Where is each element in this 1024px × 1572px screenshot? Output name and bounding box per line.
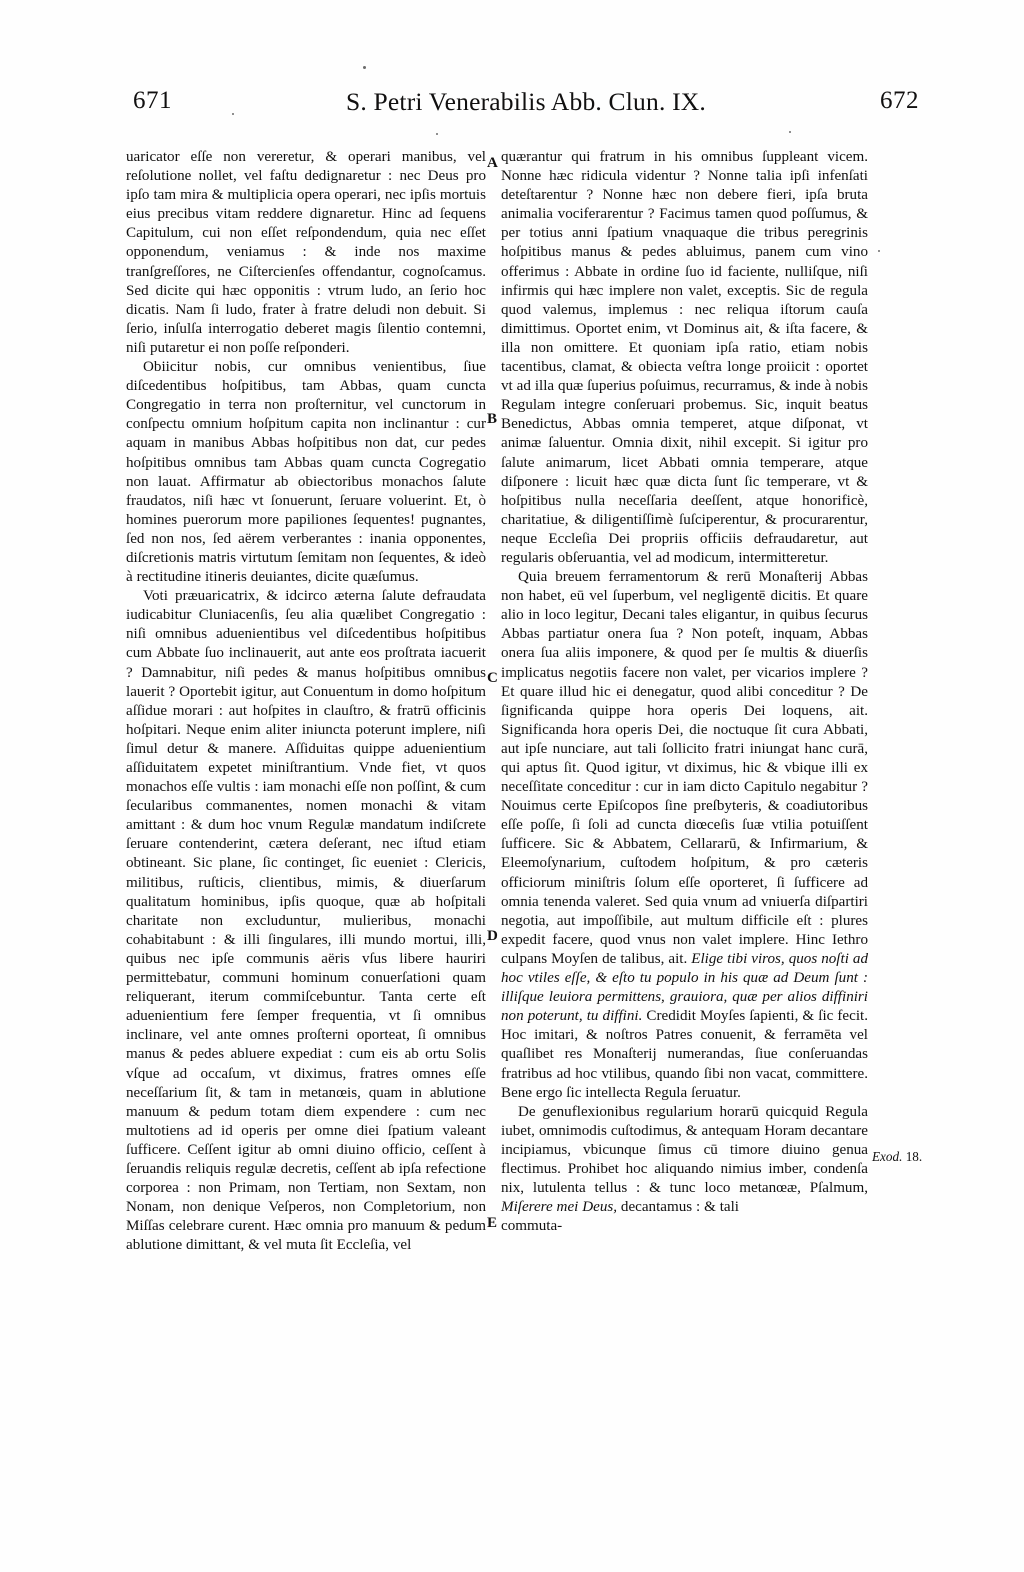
scan-speck bbox=[232, 113, 234, 115]
marginal-reference-book: Exod. bbox=[872, 1149, 903, 1164]
paragraph bbox=[501, 1103, 868, 1218]
running-head bbox=[125, 87, 919, 122]
scan-speck bbox=[363, 66, 366, 69]
scan-speck bbox=[789, 131, 791, 133]
page-title: S. Petri Venerabilis Abb. Clun. IX. bbox=[346, 87, 706, 116]
paragraph: Obiicitur nobis, cur omnibus venientibus, ſiue diſcedentibus hoſpitibus, tam Abbas, quam cuncta Congregatio in terra non proſternitur, vel cunctorum in conſpectu omnium hoſpitum capita non inclinantur : cur aquam in manibus Abbas hoſpitibus non dat, cur pedes hoſpitibus omnibus tam Abbas quam cuncta Cogregatio non lauat. Affirmatur ab obiectoribus monachos ſalute fraudatos, niſi hæc vt ſonuerunt, ſeruare voluerint. Et, ò homines puerorum more papiliones ſequentes! pugnantes, ſed non nos, ſed aërem verberantes : inania opponentes, diſcretionis matris virtutum ſemitam non ſequentes, & ideò à rectitudine itineris deuiantes, dicite quæſumus. bbox=[126, 359, 486, 586]
catchword: commuta- bbox=[501, 1218, 563, 1235]
scan-speck bbox=[878, 250, 880, 252]
psalm-incipit: Miſerere mei Deus, bbox=[501, 1199, 618, 1216]
paragraph-text: Quia breuem ferramentorum & rerū Monaſterij Abbas non habet, eū vel ſuperbum, vel negligentē dicitis. Et quare alio in loco legitur, Decani tales eligantur, in quibus ſecurus Abbas partiatur onera ſua ? Non poteſt, inquam, Abbas onera ſua aliis imponere, & quod per ſe multis & diuerſis implicatus negotiis facere non valet, per vicarios implere ? Et quare illud hic ei denegatur, quod alibi conceditur ? De ſignificanda quippe hora operis Dei loquens, ait. Significanda hora operis Dei, die noctuque ſit cura Abbati, aut ipſe nunciare, aut tali ſollicito fratri iniungat hanc curā, qui aptus ſit. Quod igitur, vt diximus, hic & vbique illi ex neceſſitate conceditur : cur in iam dicto Capitulo negabitur ? Nouimus certe Epiſcopos ſine preſbyteris, & coadiutoribus eſſe poſſe, ſi ſoli ad cuncta diœceſis ſuæ vtilia potuiſſent ſufficere. Sic & Abbatem, Cellararū, & Infirmarium, & Eleemoſynarium, cuſtodem hoſpitum, & pro cæteris officiorum miniſtris ſolum eſſe oporteret, ſi ſufficere ad omnia tenenda valeret. Sed quia vnum ad vniuerſa diſpartiri negotia, aut impoſſibile, aut multum difficile eſt : plures expedit facere, quod vnus non valet implere. Hinc Iethro culpans Moyſen de talibus, ait. bbox=[501, 569, 868, 967]
folio-number-right: 672 bbox=[880, 87, 919, 114]
left-text-column bbox=[126, 148, 486, 1255]
folio-number-left: 671 bbox=[133, 87, 172, 114]
section-marker-c: C bbox=[487, 670, 498, 686]
marginal-reference-chapter: 18. bbox=[905, 1149, 923, 1164]
paragraph-text: decantamus : & tali bbox=[617, 1199, 739, 1216]
section-marker-d: D bbox=[487, 928, 498, 944]
section-marker-a: A bbox=[487, 155, 498, 171]
paragraph: quærantur qui fratrum in his omnibus ſuppleant vicem. Nonne hæc ridicula videntur ? Nonne talia ipſi infenſati deteſtarentur ? Nonne hæc non debere fieri, ipſa bruta animalia vociferarentur ? Facimus tamen quod poſſumus, & per totius anni ſpatium vnaquaque die tribus peregrinis hoſpitibus manus & pedes abluimus, panem cum vino offerimus : Abbate in ordine ſuo id faciente, nulliſque, niſi infirmis qui hæc implere non valet, exceptis. Sic de regula quod valemus, implemus : nec reliqua iſtorum cauſa dimittimus. Oportet enim, vt Dominus ait, & iſta facere, & illa non omittere. Et quoniam ipſa ratio, etiam nobis tacentibus, clamat, & obiecta veſtra longe proiicit : oportet vt ad illa quæ ſuperius poſuimus, recurramus, & inde à nobis Regulam integre conſeruari probemus. Sic, inquit beatus Benedictus, Abbas omnia temperet, atque diſponat, vt animæ ſaluentur. Omnia dixit, nihil excepit. Si igitur pro ſalute animarum, licet Abbati omnia temperare, atque diſponere : licuit hæc quæ dicta ſunt ſic temperare, vt & hoſpitibus nulla neceſſaria deeſſent, atque honorificè, charitatiue, & diligentiſſimè ſuſciperentur, & procurarentur, neque Eccleſia Dei propriis officiis defraudaretur, aut regularis obſeruantia, vel ad modicum, intermitteretur. bbox=[501, 149, 868, 566]
scripture-quotation: Elige tibi viros, quos noſti ad hoc vtiles eſſe, & eſto tu populo in his quæ ad Deum ſunt : illiſque leuiora permittens, grauiora, quæ per alios diffiniri non poterunt, tu diffini. bbox=[501, 950, 868, 1025]
marginal-reference bbox=[872, 1150, 922, 1163]
right-text-column bbox=[501, 148, 868, 1236]
paragraph bbox=[501, 568, 868, 1103]
paragraph-text: Credidit Moyſes ſapienti, & ſic fecit. Hoc imitari, & noſtros Patres conuenit, & ferramēta vel quaſlibet res Monaſterij numerandas, ſiue conſeruandas fratribus ad hoc vtilibus, quando ſibi non vacat, committere. Bene ergo ſic intellecta Regula ſeruatur. bbox=[501, 1008, 868, 1101]
paragraph: Voti præuaricatrix, & idcirco æterna ſalute defraudata iudicabitur Cluniacenſis, ſeu alia quælibet Congregatio : niſi omnibus aduenientibus vel diſcedentibus hoſpitibus cum Abbate ſuo inclinauerit, aut ante eos proſtrata iacuerit ? Damnabitur, niſi pedes & manus hoſpitibus omnibus lauerit ? Oportebit igitur, aut Conuentum in domo hoſpitum aſſidue morari : aut hoſpites in clauſtro, & fratrū officinis hoſpitari. Neque enim aliter iniuncta poterunt implere, niſi ſimul detur & manere. Aſſiduitas quippe aduenientium aſſiduitatem expetet miniſtrantium. Vnde fiet, vt quos monachos eſſe vultis : iam monachi eſſe non poſſint, & cum ſecularibus commanentes, nomen monachi & vitam amittant : & dum hoc vnum Regulæ mandatum indiſcrete ſeruare contenderint, cætera deſerant, nec iſtud etiam obtineant. Sic plane, ſic continget, ſic eueniet : Clericis, militibus, ruſticis, clientibus, mimis, & diuerſarum qualitatum hominibus, ipſis quoque, quæ ab hoſpitali charitate non excluduntur, mulieribus, monachi cohabitabunt : & illi ſingulares, illi mundo mortui, illi, quibus nec ipſe communis aëris vſus libere hauriri permittebatur, communi hominum conuerſationi quam reliquerant, iterum commiſcebuntur. Tanta certe eſt aduenientium fere ſemper frequentia, vt ſi omnibus inclinare, vel ante omnes proſterni oporteat, ſi omnibus manus & pedes abluere expediat : cum eis ab ortu Solis vſque ad occaſum, vt diximus, fratres omnes eſſe neceſſarium ſit, & tam in metanœis, quam in ablutione manuum & pedum totam diem expendere : cum nec multotiens ad id operis per omne diei ſpatium valeant ſufficere. Ceſſent igitur ab omni diuino officio, ceſſent à ſeruandis reliquis regulæ decretis, ceſſent ab ipſa refectione corporea : non Primam, non Tertiam, non Sextam, non Nonam, non denique Veſperos, non Completorium, non Miſſas celebrare curent. Hæc omnia pro manuum & pedum ablutione dimittant, & vel muta ſit Eccleſia, vel bbox=[126, 588, 486, 1254]
section-marker-b: B bbox=[487, 411, 498, 427]
paragraph-text: De genuflexionibus regularium horarū quicquid Regula iubet, omnimodis cuſtodimus, & antequam Horam decantare incipiamus, vbicunque ſimus cū timore diuino genua flectimus. Prohibet hoc aliquando nimius imber, condenſa nix, lutulenta tellus : & tunc loco metanœæ, Pſalmum, bbox=[501, 1103, 868, 1197]
paragraph: uaricator eſſe non vereretur, & operari manibus, vel reſolutione nollet, vel faſtu dedignaretur : nec Deus pro ipſo tam mira & multiplicia opera operari, nec ipſis mortuis eius precibus vitam reddere dignaretur. Hinc ad ſequens Capitulum, cui non eſſet reſpondendum, quia nec eſſet opponendum, veniamus : & inde nos maxime tranſgreſſores, ne Ciſtercienſes offendantur, cognoſcamus. Sed dicite qui hæc opponitis : vtrum ludo, an ſerio hoc dicatis. Nam ſi ludo, frater à fratre deludi non debuit. Si ſerio, inſulſa interrogatio deberet magis ſilentio contemni, niſi putaretur ei non poſſe reſponderi. bbox=[126, 149, 486, 356]
section-marker-e: E bbox=[487, 1215, 498, 1231]
scan-speck bbox=[436, 133, 438, 135]
